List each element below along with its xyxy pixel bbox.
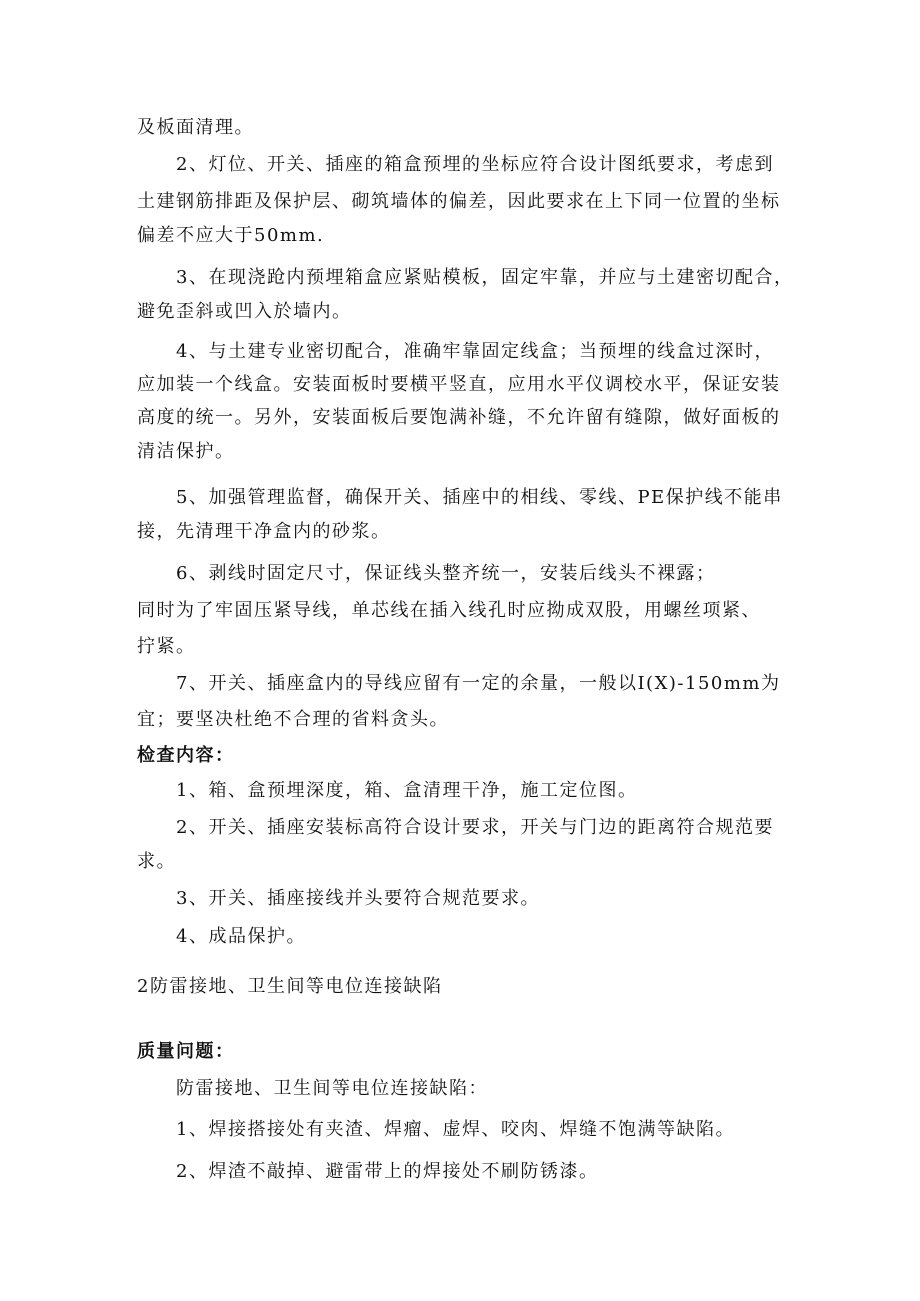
text-line: 及板面清理。 [137,117,254,138]
text-line: 1、箱、盒预埋深度，箱、盒清理干净，施工定位图。 [176,780,638,801]
text-line: 清洁保护。 [137,441,235,462]
text-line: 7、开关、插座盒内的导线应留有一定的余量，一般以I(X)-150mm为 [176,673,781,694]
text-line: 求。 [137,851,176,872]
text-line: 同时为了牢固压紧导线，单芯线在插入线孔时应拗成双股，用螺丝项紧、 [137,600,761,621]
text-line: 高度的统一。另外，安装面板后要饱满补缝，不允许留有缝隙，做好面板的 [137,407,781,428]
text-line: 偏差不应大于50mm. [137,225,325,246]
text-line: 4、与土建专业密切配合，准确牢靠固定线盒；当预埋的线盒过深时， [176,341,774,362]
text-line: 1、焊接搭接处有夹渣、焊瘤、虚焊、咬肉、焊缝不饱满等缺陷。 [176,1119,735,1140]
text-line: 避免歪斜或凹入於墙内。 [137,301,352,322]
text-line: 2、灯位、开关、插座的箱盒预埋的坐标应符合设计图纸要求，考虑到 [176,154,774,175]
section-title: 2防雷接地、卫生间等电位连接缺陷 [137,976,443,997]
section-heading: 检查内容： [137,745,235,766]
text-line: 防雷接地、卫生间等电位连接缺陷： [176,1078,488,1099]
text-line: 2、焊渣不敲掉、避雷带上的焊接处不刷防锈漆。 [176,1161,599,1182]
text-line: 宜；要坚决杜绝不合理的省料贪头。 [137,709,449,730]
text-line: 3、开关、插座接线并头要符合规范要求。 [176,888,540,909]
text-line: 3、在现浇跄内预埋箱盒应紧贴模板，固定牢靠，并应与土建密切配合， [176,267,794,288]
text-line: 5、加强管理监督，确保开关、插座中的相线、零线、PE保护线不能串 [176,487,783,508]
text-line: 6、剥线时固定尺寸，保证线头整齐统一，安装后线头不裸露； [176,563,716,584]
text-line: 拧紧。 [137,636,196,657]
text-line: 土建钢筋排距及保护层、砌筑墙体的偏差，因此要求在上下同一位置的坐标 [137,191,781,212]
section-heading: 质量问题： [137,1041,235,1062]
text-line: 4、成品保护。 [176,926,306,947]
text-line: 应加装一个线盒。安装面板时要横平竖直，应用水平仪调校水平，保证安装 [137,374,781,395]
text-line: 接，先清理干净盒内的砂浆。 [137,521,391,542]
text-line: 2、开关、插座安装标高符合设计要求，开关与门边的距离符合规范要 [176,817,774,838]
